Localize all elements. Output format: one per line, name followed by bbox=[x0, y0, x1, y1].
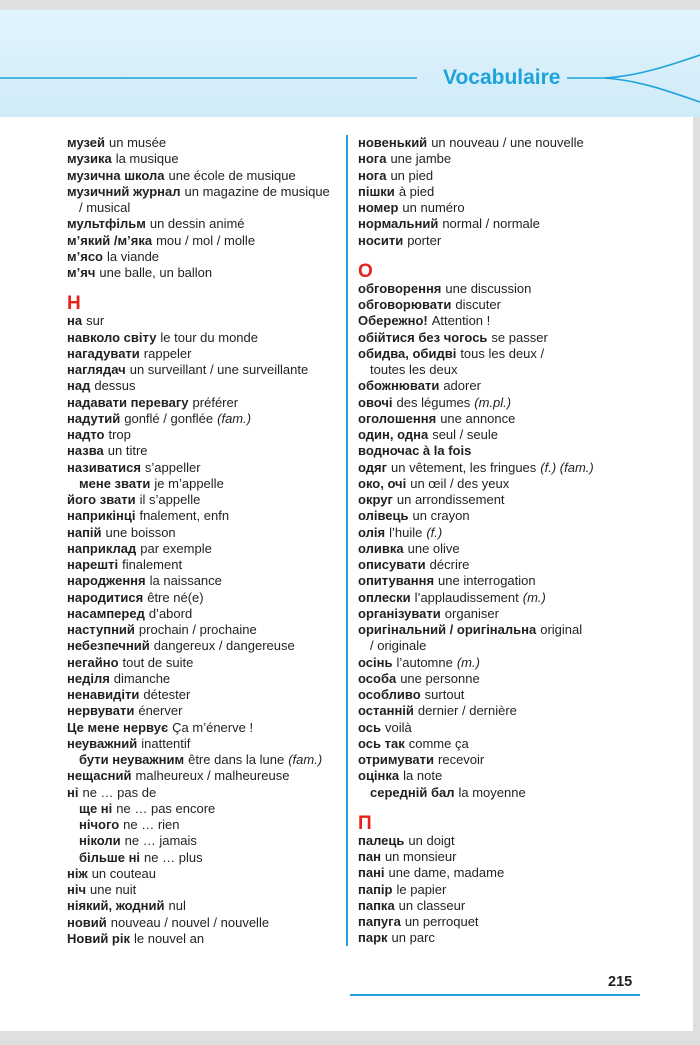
dictionary-entry bbox=[67, 785, 345, 801]
entry-term: наприклад bbox=[67, 540, 137, 556]
entry-term: Новий рік bbox=[67, 930, 130, 946]
entry-translation: inattentif bbox=[141, 735, 191, 751]
dictionary-entry bbox=[358, 411, 658, 427]
entry-term: обожнювати bbox=[358, 378, 440, 394]
dictionary-entry bbox=[67, 249, 345, 265]
entry-term: оплески bbox=[358, 589, 411, 605]
entry-term: останній bbox=[358, 703, 414, 719]
dictionary-entry bbox=[67, 395, 345, 411]
entry-translation: un couteau bbox=[91, 865, 157, 881]
entry-term: нічого bbox=[79, 817, 120, 832]
entry-translation: discuter bbox=[455, 297, 501, 312]
entry-translation: nul bbox=[168, 898, 186, 914]
dictionary-entry bbox=[358, 865, 658, 881]
entry-term: олія bbox=[358, 524, 386, 540]
dictionary-entry bbox=[67, 671, 345, 687]
entry-term: папка bbox=[358, 897, 395, 913]
dictionary-entry bbox=[67, 931, 345, 947]
dictionary-entry bbox=[358, 687, 658, 703]
entry-term: новенький bbox=[358, 135, 428, 150]
footer-rule bbox=[350, 994, 640, 996]
dictionary-entry bbox=[358, 752, 658, 768]
dictionary-entry bbox=[358, 233, 658, 249]
entry-translation: Ça m’énerve ! bbox=[172, 719, 254, 735]
dictionary-entry bbox=[67, 460, 345, 476]
entry-translation: porter bbox=[407, 232, 442, 248]
entry-term: м’ясо bbox=[67, 248, 103, 264]
dictionary-entry bbox=[67, 525, 345, 541]
entry-term: оливка bbox=[358, 540, 404, 556]
entry-translation: énerver bbox=[138, 703, 183, 719]
entry-term: олівець bbox=[358, 508, 409, 524]
dictionary-entry bbox=[358, 930, 658, 946]
dictionary-entry bbox=[67, 768, 345, 784]
entry-term: музей bbox=[67, 135, 106, 150]
entry-note: (m.) bbox=[456, 654, 480, 670]
entry-translation: un arrondissement bbox=[396, 492, 505, 507]
dictionary-entry bbox=[358, 135, 658, 151]
entry-term: обговорювати bbox=[358, 297, 452, 312]
entry-term: парк bbox=[358, 930, 388, 946]
entry-translation: toutes les deux bbox=[370, 362, 458, 377]
entry-translation: ne … plus bbox=[144, 849, 203, 865]
entry-term: організувати bbox=[358, 605, 441, 621]
entry-term: Це мене нервує bbox=[67, 719, 169, 735]
entry-translation: s’appeller bbox=[144, 459, 201, 475]
entry-translation: surtout bbox=[424, 687, 465, 702]
dictionary-entry bbox=[67, 346, 345, 362]
entry-term: нагадувати bbox=[67, 345, 140, 361]
entry-term: нещасний bbox=[67, 768, 132, 784]
entry-term: ось bbox=[358, 719, 381, 735]
dictionary-entry bbox=[358, 736, 658, 752]
entry-translation: il s’appelle bbox=[139, 492, 201, 507]
entry-translation: je m’appelle bbox=[154, 475, 224, 491]
entry-translation: rappeler bbox=[143, 345, 192, 361]
entry-term: око, очі bbox=[358, 475, 407, 491]
dictionary-entry bbox=[67, 898, 345, 914]
entry-term: ніякий, жодний bbox=[67, 898, 165, 914]
entry-translation: prochain / prochaine bbox=[138, 622, 257, 637]
column-divider bbox=[346, 135, 348, 946]
dictionary-entry bbox=[358, 346, 658, 362]
dictionary-entry bbox=[67, 443, 345, 459]
entry-translation: le nouvel an bbox=[133, 930, 205, 946]
dictionary-entry bbox=[67, 736, 345, 752]
dictionary-entry bbox=[67, 573, 345, 589]
dictionary-entry bbox=[358, 768, 658, 784]
dictionary-entry bbox=[67, 313, 345, 329]
entry-term: надутий bbox=[67, 410, 121, 426]
entry-term: округ bbox=[358, 492, 393, 507]
entry-translation: une jambe bbox=[390, 151, 452, 167]
entry-translation: des légumes bbox=[396, 394, 471, 410]
entry-term: народитися bbox=[67, 589, 144, 605]
entry-translation: une boisson bbox=[105, 524, 176, 540]
dictionary-entry bbox=[67, 508, 345, 524]
entry-term: ніколи bbox=[79, 833, 121, 849]
entry-term: мене звати bbox=[79, 475, 151, 491]
entry-term: наприкінці bbox=[67, 508, 136, 524]
entry-term: ніч bbox=[67, 882, 87, 897]
entry-term: оцінка bbox=[358, 768, 400, 784]
dictionary-entry bbox=[67, 882, 345, 898]
entry-translation: normal / normale bbox=[442, 216, 540, 232]
entry-translation: trop bbox=[108, 427, 131, 442]
dictionary-entry bbox=[67, 541, 345, 557]
entry-translation: préférer bbox=[192, 394, 239, 410]
dictionary-subentry bbox=[67, 801, 345, 817]
dictionary-subentry bbox=[67, 752, 345, 768]
entry-translation: seul / seule bbox=[432, 427, 498, 442]
entry-translation: une interrogation bbox=[438, 573, 536, 589]
left-column bbox=[67, 135, 345, 947]
entry-term: овочі bbox=[358, 394, 393, 410]
dictionary-entry bbox=[67, 557, 345, 573]
entry-translation: l’automne bbox=[396, 654, 453, 670]
entry-translation: fnalement, enfn bbox=[139, 508, 230, 524]
entry-translation: le papier bbox=[396, 881, 447, 897]
letter-heading: П bbox=[358, 812, 372, 834]
dictionary-entry bbox=[358, 622, 658, 638]
page-number: 215 bbox=[608, 974, 633, 990]
dictionary-entry bbox=[358, 168, 658, 184]
entry-term: надавати перевагу bbox=[67, 394, 189, 410]
entry-translation: / originale bbox=[370, 638, 427, 654]
dictionary-entry bbox=[358, 151, 658, 167]
dictionary-entry bbox=[67, 606, 345, 622]
dictionary-subentry bbox=[67, 833, 345, 849]
dictionary-entry bbox=[67, 622, 345, 638]
entry-translation: une discussion bbox=[445, 280, 532, 296]
entry-term: народження bbox=[67, 573, 146, 589]
entry-translation: un numéro bbox=[402, 200, 465, 215]
entry-translation: ne … pas encore bbox=[116, 800, 216, 816]
dictionary-entry bbox=[358, 703, 658, 719]
dictionary-entry bbox=[67, 168, 345, 184]
entry-term: пані bbox=[358, 865, 385, 881]
entry-translation: une personne bbox=[400, 670, 480, 686]
entry-continuation bbox=[67, 200, 345, 216]
dictionary-entry bbox=[358, 590, 658, 606]
entry-translation: un vêtement, les fringues bbox=[391, 459, 537, 475]
letter-heading: Н bbox=[67, 293, 81, 315]
entry-note: (fam.) bbox=[288, 752, 323, 767]
dictionary-entry bbox=[67, 915, 345, 931]
entry-term: нарешті bbox=[67, 557, 119, 572]
entry-term: над bbox=[67, 378, 91, 394]
entry-note: (m.pl.) bbox=[474, 394, 512, 410]
entry-term: особливо bbox=[358, 687, 421, 702]
dictionary-entry bbox=[358, 492, 658, 508]
entry-term: ні bbox=[67, 784, 79, 800]
dictionary-entry bbox=[358, 313, 658, 329]
dictionary-entry bbox=[358, 833, 658, 849]
dictionary-entry bbox=[67, 720, 345, 736]
entry-note: (fam.) bbox=[217, 410, 252, 426]
entry-term: напій bbox=[67, 524, 102, 540]
dictionary-entry bbox=[67, 427, 345, 443]
entry-term: нога bbox=[358, 151, 387, 167]
entry-translation: dimanche bbox=[113, 670, 171, 686]
entry-translation: par exemple bbox=[140, 540, 212, 556]
entry-translation: mou / mol / molle bbox=[156, 232, 256, 248]
entry-translation: un œil / des yeux bbox=[410, 475, 510, 491]
entry-translation: organiser bbox=[444, 605, 499, 621]
entry-term: навколо світу bbox=[67, 329, 157, 345]
entry-note: (f.) (fam.) bbox=[540, 459, 594, 475]
entry-translation: un surveillant / une surveillante bbox=[129, 362, 309, 377]
entry-term: ось так bbox=[358, 735, 405, 751]
entry-translation: ne … pas de bbox=[82, 784, 157, 800]
entry-translation: adorer bbox=[443, 378, 481, 394]
entry-translation: un musée bbox=[109, 135, 167, 150]
letter-heading: О bbox=[358, 260, 373, 282]
entry-term: ненавидіти bbox=[67, 687, 140, 702]
entry-translation: un classeur bbox=[398, 897, 466, 913]
dictionary-entry bbox=[358, 476, 658, 492]
dictionary-entry bbox=[67, 492, 345, 508]
right-column bbox=[358, 135, 658, 947]
entry-term: обговорення bbox=[358, 280, 442, 296]
dictionary-entry bbox=[358, 655, 658, 671]
entry-translation: la note bbox=[403, 768, 443, 784]
dictionary-entry bbox=[67, 687, 345, 703]
dictionary-entry bbox=[358, 849, 658, 865]
dictionary-entry bbox=[67, 590, 345, 606]
entry-term: палець bbox=[358, 832, 405, 848]
dictionary-entry bbox=[358, 525, 658, 541]
entry-translation: un crayon bbox=[412, 508, 470, 524]
entry-translation: d’abord bbox=[148, 605, 193, 621]
entry-note: (m.) bbox=[522, 589, 546, 605]
entry-translation: un doigt bbox=[408, 832, 455, 848]
entry-term: пішки bbox=[358, 183, 395, 199]
entry-translation: sur bbox=[86, 313, 105, 329]
dictionary-entry bbox=[358, 914, 658, 930]
entry-term: одяг bbox=[358, 459, 388, 475]
entry-term: один, одна bbox=[358, 427, 429, 442]
entry-term: насамперед bbox=[67, 605, 145, 621]
dictionary-entry bbox=[358, 671, 658, 687]
entry-translation: dessus bbox=[94, 378, 136, 394]
entry-term: небезпечний bbox=[67, 638, 150, 654]
entry-translation: une dame, madame bbox=[388, 865, 505, 881]
entry-term: осінь bbox=[358, 654, 393, 670]
entry-translation: original bbox=[540, 622, 583, 637]
entry-term: номер bbox=[358, 200, 399, 215]
dictionary-entry bbox=[358, 427, 658, 443]
dictionary-entry bbox=[67, 866, 345, 882]
dictionary-entry bbox=[67, 216, 345, 232]
entry-translation: une annonce bbox=[440, 410, 516, 426]
dictionary-entry bbox=[358, 606, 658, 622]
entry-translation: comme ça bbox=[408, 735, 469, 751]
entry-continuation bbox=[358, 362, 658, 378]
entry-term: більше ні bbox=[79, 849, 141, 865]
entry-translation: un nouveau / une nouvelle bbox=[431, 135, 584, 150]
entry-term: ніж bbox=[67, 865, 88, 881]
entry-translation: un monsieur bbox=[384, 849, 457, 864]
entry-translation: ne … jamais bbox=[124, 833, 197, 849]
entry-term: носити bbox=[358, 232, 404, 248]
dictionary-subentry bbox=[67, 817, 345, 833]
entry-term: негайно bbox=[67, 654, 119, 670]
entry-term: новий bbox=[67, 914, 107, 930]
entry-term: ще ні bbox=[79, 800, 113, 816]
entry-term: особа bbox=[358, 670, 397, 686]
dictionary-entry bbox=[358, 882, 658, 898]
entry-translation: recevoir bbox=[438, 752, 485, 767]
entry-term: на bbox=[67, 313, 83, 329]
dictionary-entry bbox=[67, 265, 345, 281]
dictionary-entry bbox=[358, 330, 658, 346]
entry-term: неуважний bbox=[67, 735, 138, 751]
entry-continuation bbox=[358, 638, 658, 654]
entry-term: обійтися без чогось bbox=[358, 329, 488, 345]
entry-translation: détester bbox=[143, 687, 191, 702]
entry-term: неділя bbox=[67, 670, 110, 686]
entry-translation: une école de musique bbox=[168, 167, 296, 183]
dictionary-entry bbox=[67, 411, 345, 427]
entry-translation: finalement bbox=[122, 557, 183, 572]
page-title: Vocabulaire bbox=[443, 66, 561, 89]
entry-translation: la musique bbox=[115, 151, 179, 167]
dictionary-entry bbox=[67, 233, 345, 249]
dictionary-entry bbox=[358, 508, 658, 524]
entry-term: оригінальний / оригінальна bbox=[358, 622, 537, 637]
entry-translation: à pied bbox=[398, 183, 435, 199]
dictionary-entry bbox=[358, 216, 658, 232]
entry-term: нервувати bbox=[67, 703, 135, 719]
dictionary-entry bbox=[358, 541, 658, 557]
entry-term: називатися bbox=[67, 459, 141, 475]
entry-term: надто bbox=[67, 427, 105, 442]
entry-term: назва bbox=[67, 443, 104, 459]
entry-translation: tout de suite bbox=[122, 654, 194, 670]
entry-term: нога bbox=[358, 167, 387, 183]
entry-translation: dangereux / dangereuse bbox=[153, 638, 295, 654]
entry-term: отримувати bbox=[358, 752, 435, 767]
entry-term: м’яч bbox=[67, 265, 96, 280]
dictionary-entry bbox=[358, 720, 658, 736]
entry-term: Обережно! bbox=[358, 313, 428, 329]
entry-translation: voilà bbox=[385, 719, 412, 735]
dictionary-entry bbox=[358, 281, 658, 297]
dictionary-entry bbox=[358, 297, 658, 313]
entry-term: оголошення bbox=[358, 410, 437, 426]
entry-translation: la viande bbox=[107, 248, 160, 264]
entry-translation: nouveau / nouvel / nouvelle bbox=[110, 914, 270, 930]
dictionary-entry bbox=[67, 330, 345, 346]
entry-term: музика bbox=[67, 151, 112, 167]
dictionary-entry bbox=[358, 378, 658, 394]
entry-translation: une balle, un ballon bbox=[99, 265, 213, 280]
entry-translation: être né(e) bbox=[147, 589, 204, 605]
dictionary-entry bbox=[67, 362, 345, 378]
dictionary-subentry bbox=[67, 850, 345, 866]
entry-term: музична школа bbox=[67, 167, 165, 183]
entry-translation: le tour du monde bbox=[160, 329, 258, 345]
entry-translation: la moyenne bbox=[458, 784, 526, 800]
entry-term: папуга bbox=[358, 914, 401, 929]
entry-translation: gonflé / gonflée bbox=[124, 410, 214, 426]
entry-translation: malheureux / malheureuse bbox=[135, 768, 290, 784]
entry-term: середній бал bbox=[370, 784, 455, 800]
dictionary-entry bbox=[358, 573, 658, 589]
entry-term: водночас à la fois bbox=[358, 443, 472, 459]
entry-translation: Attention ! bbox=[431, 313, 491, 329]
entry-term: папір bbox=[358, 881, 393, 897]
dictionary-subentry bbox=[67, 476, 345, 492]
entry-term: бути неуважним bbox=[79, 752, 185, 767]
entry-term: описувати bbox=[358, 557, 426, 572]
entry-translation: l’huile bbox=[389, 524, 423, 540]
entry-translation: un pied bbox=[390, 167, 434, 183]
entry-term: м’який /м’яка bbox=[67, 232, 153, 248]
entry-translation: ne … rien bbox=[123, 817, 180, 832]
entry-term: пан bbox=[358, 849, 381, 864]
dictionary-entry bbox=[67, 184, 345, 200]
entry-translation: un perroquet bbox=[404, 914, 479, 929]
dictionary-entry bbox=[67, 151, 345, 167]
entry-translation: la naissance bbox=[149, 573, 222, 589]
dictionary-entry bbox=[358, 460, 658, 476]
dictionary-entry bbox=[358, 184, 658, 200]
header-ornament bbox=[0, 10, 700, 117]
dictionary-entry bbox=[358, 898, 658, 914]
entry-translation: / musical bbox=[79, 200, 131, 215]
dictionary-entry bbox=[67, 703, 345, 719]
entry-translation: une olive bbox=[407, 540, 460, 556]
entry-translation: être dans la lune bbox=[188, 752, 285, 767]
entry-translation: un parc bbox=[391, 930, 435, 946]
dictionary-entry bbox=[358, 395, 658, 411]
dictionary-subentry bbox=[358, 785, 658, 801]
entry-term: обидва, обидві bbox=[358, 345, 457, 361]
entry-term: наступний bbox=[67, 622, 135, 637]
entry-translation: une nuit bbox=[90, 882, 137, 897]
entry-translation: se passer bbox=[491, 329, 548, 345]
entry-translation: un titre bbox=[107, 443, 148, 459]
entry-term: музичний журнал bbox=[67, 183, 181, 199]
dictionary-entry bbox=[358, 200, 658, 216]
entry-translation: dernier / dernière bbox=[417, 703, 517, 719]
dictionary-entry bbox=[67, 135, 345, 151]
entry-term: мультфільм bbox=[67, 216, 146, 232]
dictionary-entry bbox=[67, 655, 345, 671]
entry-term: нормальний bbox=[358, 216, 439, 232]
dictionary-entry bbox=[358, 557, 658, 573]
entry-note: (f.) bbox=[426, 524, 443, 540]
dictionary-entry bbox=[67, 378, 345, 394]
entry-translation: tous les deux / bbox=[460, 345, 545, 361]
entry-translation: un dessin animé bbox=[149, 216, 245, 232]
dictionary-entry bbox=[358, 443, 658, 459]
entry-translation: décrire bbox=[429, 557, 470, 572]
entry-translation: un magazine de musique bbox=[184, 183, 330, 199]
entry-translation: l’applaudissement bbox=[414, 589, 519, 605]
header-swoosh-ornament bbox=[567, 55, 700, 102]
dictionary-entry bbox=[67, 638, 345, 654]
entry-term: наглядач bbox=[67, 362, 126, 377]
entry-term: опитування bbox=[358, 573, 435, 589]
entry-term: його звати bbox=[67, 492, 136, 507]
